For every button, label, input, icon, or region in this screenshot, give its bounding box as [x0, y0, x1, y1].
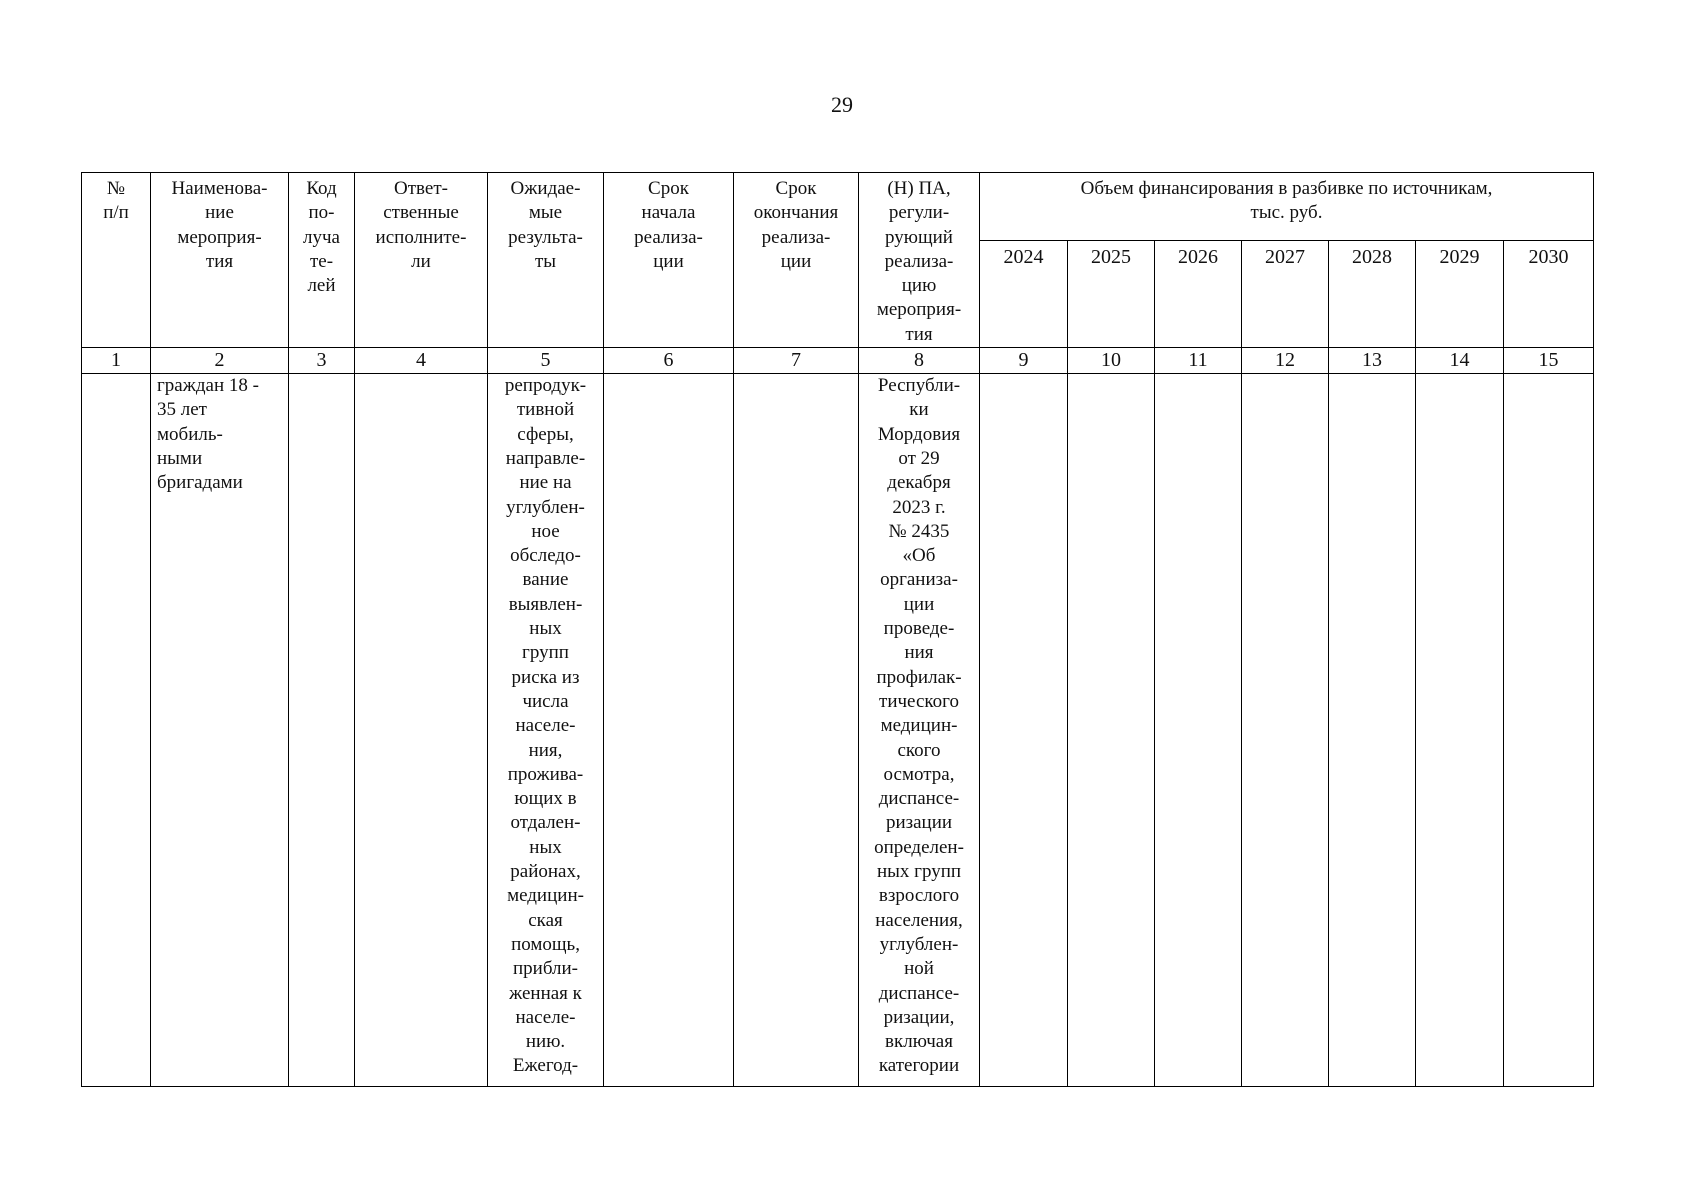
cell-recipient-code	[289, 374, 355, 1087]
cell-event-name: граждан 18 - 35 лет мобиль- ными бригадами	[151, 374, 289, 1087]
column-number: 10	[1068, 348, 1155, 374]
header-number: № п/п	[82, 173, 151, 348]
column-number: 14	[1416, 348, 1504, 374]
cell-end-date	[734, 374, 859, 1087]
cell-expected-results: репродук- тивной сферы, направле- ние на углублен- ное обследо- вание выявлен- ных групп риска из числа населе- ния, прожива- ющих в отдален- ных районах, медицин- ская помощь, прибли- женная к населе- нию. Ежегод-	[488, 374, 604, 1087]
cell-legal-act: Республи- ки Мордовия от 29 декабря 2023 г. № 2435 «Об организа- ции проведе- ния профилак- тического медицин- ского осмотра, диспансе- ризации определен- ных групп взрослого населения, углублен- ной диспансе- ризации, включая категории	[859, 374, 980, 1087]
header-end-date: Срок окончания реализа- ции	[734, 173, 859, 348]
header-expected-results: Ожидае- мые результа- ты	[488, 173, 604, 348]
column-number: 7	[734, 348, 859, 374]
header-start-date: Срок начала реализа- ции	[604, 173, 734, 348]
header-legal-act: (Н) ПА, регули- рующий реализа- цию мероприя- тия	[859, 173, 980, 348]
column-number: 4	[355, 348, 488, 374]
column-number: 13	[1329, 348, 1416, 374]
column-number: 8	[859, 348, 980, 374]
header-year: 2025	[1068, 240, 1155, 347]
cell-2024	[980, 374, 1068, 1087]
header-event-name: Наименова- ние мероприя- тия	[151, 173, 289, 348]
cell-2026	[1155, 374, 1242, 1087]
page-number: 29	[831, 92, 853, 117]
column-number: 5	[488, 348, 604, 374]
header-financing: Объем финансирования в разбивке по источникам, тыс. руб.	[980, 173, 1594, 241]
header-year: 2029	[1416, 240, 1504, 347]
cell-2025	[1068, 374, 1155, 1087]
header-year: 2030	[1504, 240, 1594, 347]
plan-table	[81, 172, 1594, 1087]
header-year: 2027	[1242, 240, 1329, 347]
column-number: 9	[980, 348, 1068, 374]
header-executors: Ответ- ственные исполните- ли	[355, 173, 488, 348]
column-number: 3	[289, 348, 355, 374]
cell-executors	[355, 374, 488, 1087]
column-number: 2	[151, 348, 289, 374]
cell-number	[82, 374, 151, 1087]
column-number: 11	[1155, 348, 1242, 374]
cell-2027	[1242, 374, 1329, 1087]
cell-2030	[1504, 374, 1594, 1087]
table-row	[82, 374, 1594, 1087]
column-number: 15	[1504, 348, 1594, 374]
column-number: 12	[1242, 348, 1329, 374]
cell-2028	[1329, 374, 1416, 1087]
cell-2029	[1416, 374, 1504, 1087]
column-number: 1	[82, 348, 151, 374]
header-year: 2028	[1329, 240, 1416, 347]
header-recipient-code: Код по- луча те- лей	[289, 173, 355, 348]
cell-start-date	[604, 374, 734, 1087]
column-numbers-row	[82, 348, 1594, 374]
header-row	[82, 173, 1594, 241]
column-number: 6	[604, 348, 734, 374]
header-year: 2024	[980, 240, 1068, 347]
header-year: 2026	[1155, 240, 1242, 347]
